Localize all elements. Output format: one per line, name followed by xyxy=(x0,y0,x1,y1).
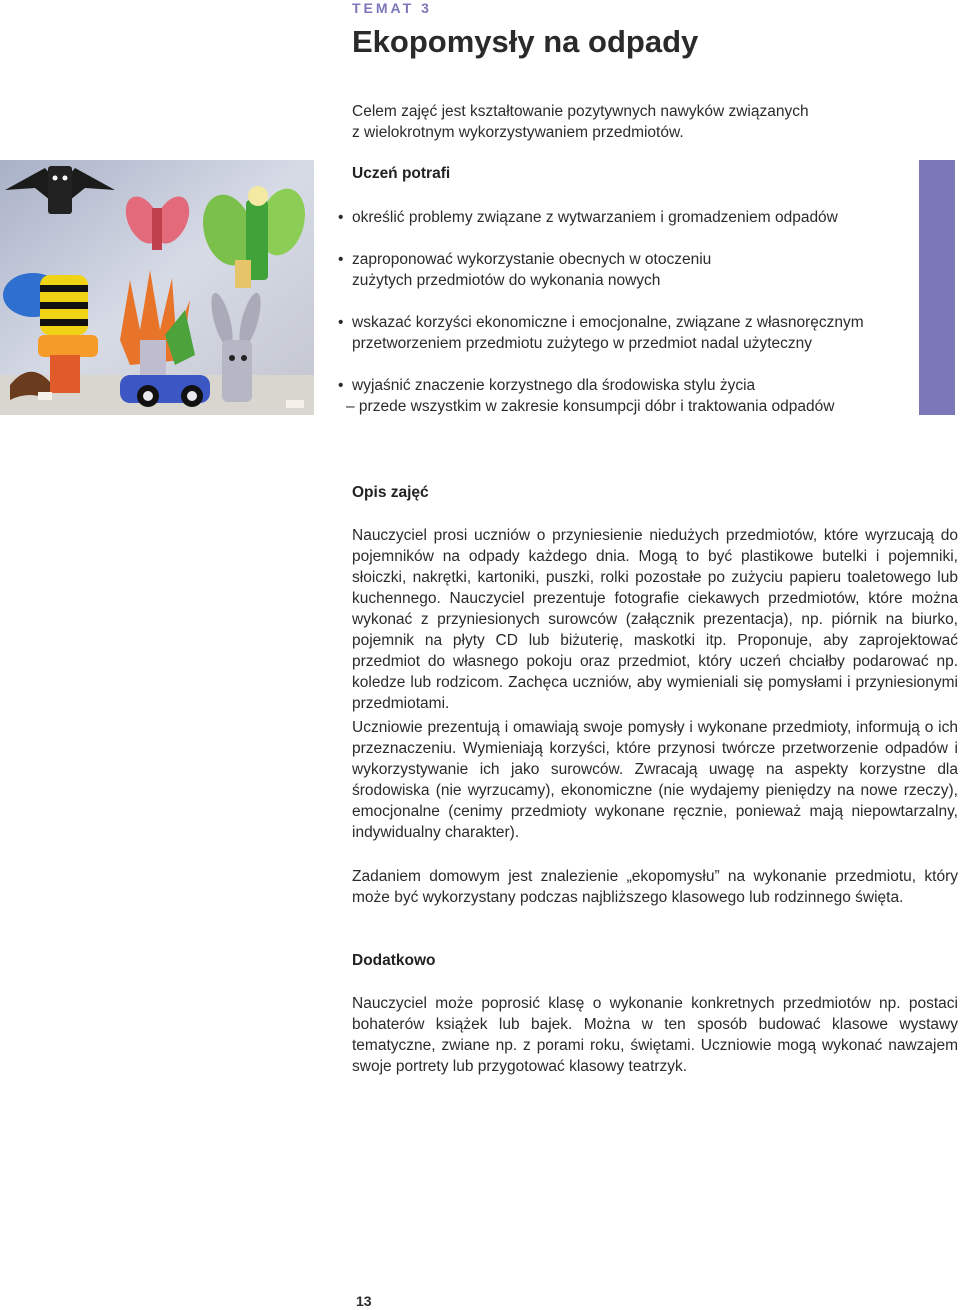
list-item-line: • wskazać korzyści ekonomiczne i emocjonalne, związane z własnoręcznym xyxy=(352,314,864,331)
list-item-line: • wyjaśnić znaczenie korzystnego dla środowiska stylu życia xyxy=(352,377,756,394)
list-item xyxy=(338,312,898,354)
skills-list xyxy=(338,207,898,438)
intro-line: z wielokrotnym wykorzystywaniem przedmiotów. xyxy=(352,124,684,141)
intro-text xyxy=(352,101,872,143)
accent-bar xyxy=(919,160,955,415)
page-number: 13 xyxy=(356,1293,372,1309)
description-paragraph: Uczniowie prezentują i omawiają swoje pomysły i wykonane przedmioty, informują o ich przeznaczeniu. Wymieniają korzyści, które przynosi twórcze przetworzenie odpadów i wykorzystywanie ich jako surowców. Zwracają uwagę na aspekty korzystne dla środowiska (nie wyrzucamy), ekonomiczne (nie wydajemy pieniędzy na nowe rzeczy), emocjonalne (cenimy przedmioty wykonane ręcznie, ponieważ mają niepowtarzalny, indywidualny charakter). xyxy=(352,719,958,841)
description-paragraph: Nauczyciel prosi uczniów o przyniesienie niedużych przedmiotów, które wyrzucają do pojemników na odpady każdego dnia. Mogą to być plastikowe butelki i pojemniki, słoiczki, nakrętki, kartoniki, puszki, rolki pozostałe po zużyciu papieru toaletowego lub kuchennego. Nauczyciel prezentuje fotografie ciekawych przedmiotów, które można wykonać z przyniesionych surowców (załącznik prezentacja), np. piórnik na biurko, pojemnik na płyty CD lub biżuterię, maskotki itp. Proponuje, aby zaprojektować przedmiot do własnego pokoju oraz przedmiot, który uczeń chciałby podarować np. koledze lub rodzicom. Zachęca uczniów, aby wymieniali się pomysłami i przyniesionymi przedmiotami. xyxy=(352,527,958,712)
extra-paragraph: Nauczyciel może poprosić klasę o wykonanie konkretnych przedmiotów np. postaci bohaterów książek lub bajek. Można w ten sposób budować klasowe wystawy tematyczne, zwiane np. z porami roku, świętami. Uczniowie mogą wykonać nawzajem swoje portrety lub przygotować klasowy teatrzyk. xyxy=(352,995,958,1075)
page-title: Ekopomysły na odpady xyxy=(352,24,699,59)
topic-label: TEMAT 3 xyxy=(352,0,432,16)
paper-roll-crafts-illustration xyxy=(0,160,314,415)
list-item-line: – przede wszystkim w zakresie konsumpcji dóbr i traktowania odpadów xyxy=(346,398,835,415)
description-heading: Opis zajęć xyxy=(352,484,429,501)
list-item xyxy=(338,207,898,228)
list-item-line: • zaproponować wykorzystanie obecnych w otoczeniu xyxy=(352,251,712,268)
list-item xyxy=(338,375,898,417)
list-item xyxy=(338,249,898,291)
intro-line: Celem zajęć jest kształtowanie pozytywnych nawyków związanych xyxy=(352,103,809,120)
crafts-photo xyxy=(0,160,314,415)
list-item-line: • określić problemy związane z wytwarzaniem i gromadzeniem odpadów xyxy=(352,209,838,226)
skills-heading: Uczeń potrafi xyxy=(352,165,451,182)
list-item-line: przetworzeniem przedmiotu zużytego w przedmiot nadal użyteczny xyxy=(352,335,813,352)
description-paragraph: Zadaniem domowym jest znalezienie „ekopomysłu” na wykonanie przedmiotu, który może być wykorzystany podczas najbliższego klasowego lub rodzinnego święta. xyxy=(352,868,958,906)
list-item-line: zużytych przedmiotów do wykonania nowych xyxy=(352,272,661,289)
extra-heading: Dodatkowo xyxy=(352,952,436,969)
